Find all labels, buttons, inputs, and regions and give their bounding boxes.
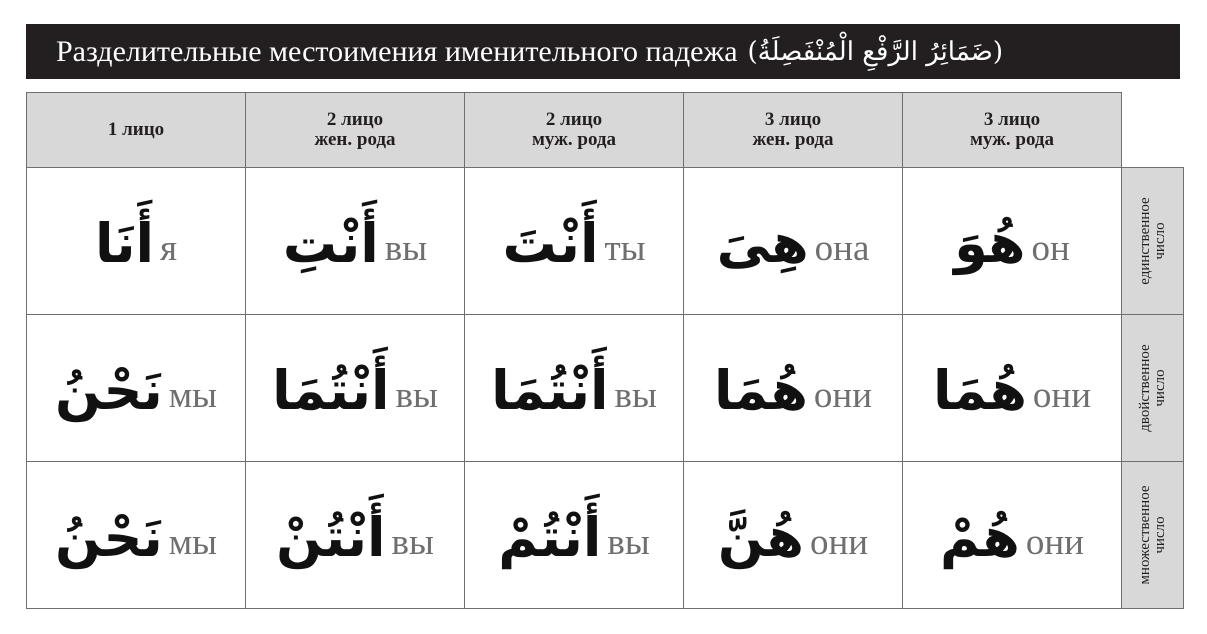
- page-title-arabic: (ضَمَائِرُ الرَّفْعِ الْمُنْفَصِلَةُ): [747, 36, 1003, 67]
- pronoun-cell: [465, 462, 684, 609]
- russian-pronoun: они: [813, 374, 873, 416]
- russian-pronoun: вы: [614, 374, 657, 416]
- table-row: [27, 168, 1184, 315]
- arabic-pronoun: أَنْتَ: [502, 212, 599, 275]
- pronoun-cell: [903, 315, 1122, 462]
- pronoun-cell: [246, 315, 465, 462]
- russian-pronoun: ты: [604, 227, 646, 269]
- pronoun-cell: [246, 462, 465, 609]
- arabic-pronoun: هُوَ: [954, 212, 1026, 275]
- column-header: 2 лицо жен. рода: [246, 93, 465, 168]
- russian-pronoun: она: [814, 227, 870, 269]
- row-label: двойственное число: [1122, 315, 1184, 462]
- russian-pronoun: мы: [168, 374, 218, 416]
- arabic-pronoun: نَحْنُ: [54, 506, 163, 569]
- corner-cell: [1122, 93, 1184, 168]
- pronoun-cell: [27, 462, 246, 609]
- table-row: [27, 462, 1184, 609]
- arabic-pronoun: أَنْتُمَا: [491, 359, 609, 422]
- arabic-pronoun: هُمَا: [713, 359, 808, 422]
- russian-pronoun: они: [1032, 374, 1092, 416]
- pronoun-table: [26, 92, 1184, 609]
- pronoun-cell: [246, 168, 465, 315]
- arabic-pronoun: أَنَا: [94, 212, 155, 275]
- russian-pronoun: вы: [391, 521, 434, 563]
- arabic-pronoun: أَنْتُمْ: [498, 506, 602, 569]
- russian-pronoun: они: [1025, 521, 1084, 563]
- russian-pronoun: я: [160, 227, 178, 269]
- arabic-pronoun: هُمْ: [940, 506, 1020, 569]
- pronoun-cell: [903, 168, 1122, 315]
- title-bar: [26, 24, 1180, 79]
- row-label: единственное число: [1122, 168, 1184, 315]
- arabic-pronoun: أَنْتِ: [282, 212, 379, 275]
- arabic-pronoun: نَحْنُ: [54, 359, 163, 422]
- pronoun-cell: [27, 315, 246, 462]
- pronoun-cell: [684, 315, 903, 462]
- pronoun-cell: [903, 462, 1122, 609]
- pronoun-cell: [465, 168, 684, 315]
- column-header: 3 лицо жен. рода: [684, 93, 903, 168]
- row-label: множественное число: [1122, 462, 1184, 609]
- column-header: 3 лицо муж. рода: [903, 93, 1122, 168]
- pronoun-cell: [465, 315, 684, 462]
- russian-pronoun: вы: [607, 521, 650, 563]
- russian-pronoun: вы: [384, 227, 428, 269]
- arabic-pronoun: هُنَّ: [717, 506, 804, 569]
- arabic-pronoun: أَنْتُنْ: [276, 506, 386, 569]
- russian-pronoun: они: [809, 521, 869, 563]
- header-row: [27, 93, 1184, 168]
- page-title: Разделительные местоимения именительного падежа: [56, 34, 738, 68]
- arabic-pronoun: هِىَ: [716, 212, 809, 275]
- column-header: 2 лицо муж. рода: [465, 93, 684, 168]
- table-row: [27, 315, 1184, 462]
- pronoun-cell: [684, 462, 903, 609]
- pronoun-cell: [27, 168, 246, 315]
- arabic-pronoun: هُمَا: [932, 359, 1027, 422]
- column-header: 1 лицо: [27, 93, 246, 168]
- russian-pronoun: он: [1031, 227, 1070, 269]
- russian-pronoun: вы: [395, 374, 438, 416]
- russian-pronoun: мы: [168, 521, 218, 563]
- pronoun-cell: [684, 168, 903, 315]
- arabic-pronoun: أَنْتُمَا: [272, 359, 390, 422]
